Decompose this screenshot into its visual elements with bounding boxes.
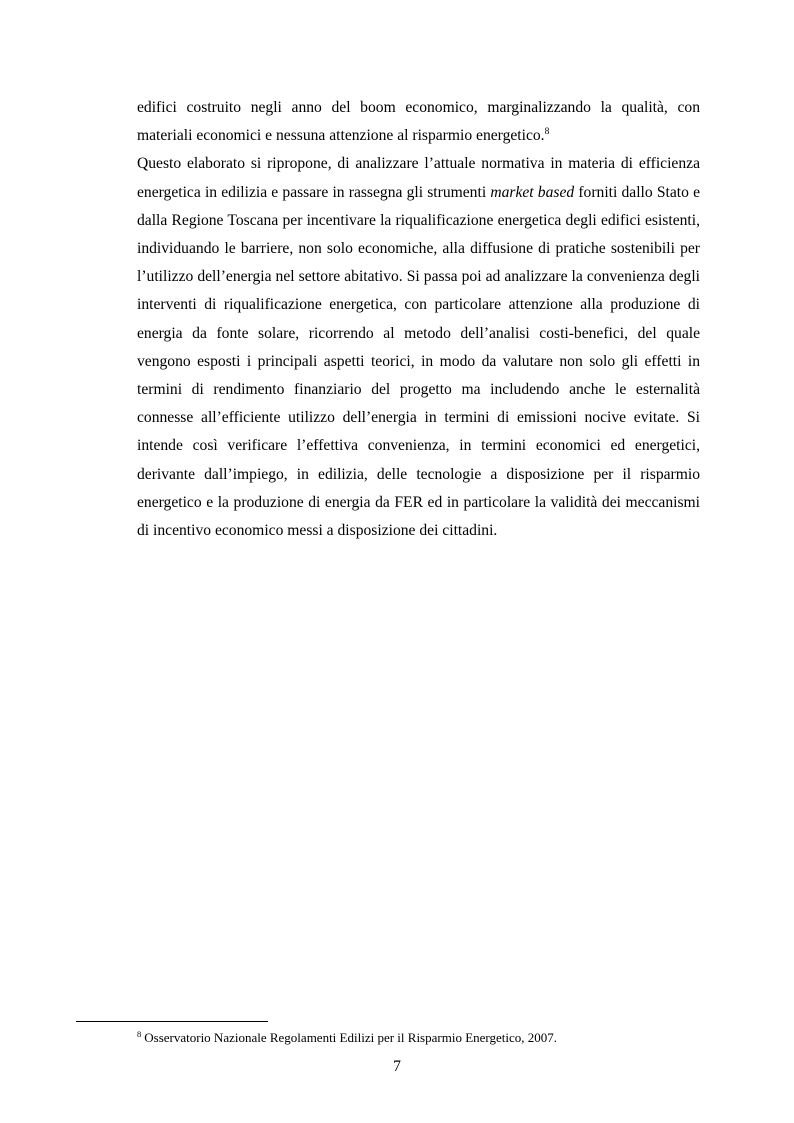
paragraph-thesis-aims (137, 150, 700, 545)
emphasis-market-based: market based (490, 183, 575, 201)
paragraph-continuation-text: edifici costruito negli anno del boom economico, marginalizzando la qualità, con materiali economici e nessuna attenzione al risparmio energetico. (137, 99, 700, 145)
paragraph-continuation (137, 94, 700, 150)
footnote (137, 1028, 737, 1048)
footnote-reference: 8 (544, 127, 550, 138)
page-number: 7 (393, 1058, 401, 1075)
footnote-separator (76, 1021, 268, 1022)
body-text (137, 94, 700, 545)
paragraph-thesis-aims-text-start: Questo elaborato si ripropone, di analizzare l’attuale normativa in materia di efficienza energetica in edilizia e passare in rassegna gli strumenti (137, 155, 700, 201)
footnote-number: 8 (137, 1029, 142, 1039)
paragraph-thesis-aims-text-end: forniti dallo Stato e dalla Regione Toscana per incentivare la riqualificazione energetica degli edifici esistenti, individuando le barriere, non solo economiche, alla diffusione di pratiche sostenibili per l’utilizzo dell’energia nel settore abitativo. Si passa poi ad analizzare la convenienza degli interventi di riqualificazione energetica, con particolare attenzione alla produzione di energia da fonte solare, ricorrendo al metodo dell’analisi costi-benefici, del quale vengono esposti i principali aspetti teorici, in modo da valutare non solo gli effetti in termini di rendimento finanziario del progetto ma includendo anche le esternalità connesse all’efficiente utilizzo dell’energia in termini di emissioni nocive evitate. Si intende così verificare l’effettiva convenienza, in termini economici ed energetici, derivante dall’impiego, in edilizia, delle tecnologie a disposizione per il risparmio energetico e la produzione di energia da FER ed in particolare la validità dei meccanismi di incentivo economico messi a disposizione dei cittadini. (137, 183, 700, 540)
footnote-text: Osservatorio Nazionale Regolamenti Edilizi per il Risparmio Energetico, 2007. (144, 1030, 558, 1045)
